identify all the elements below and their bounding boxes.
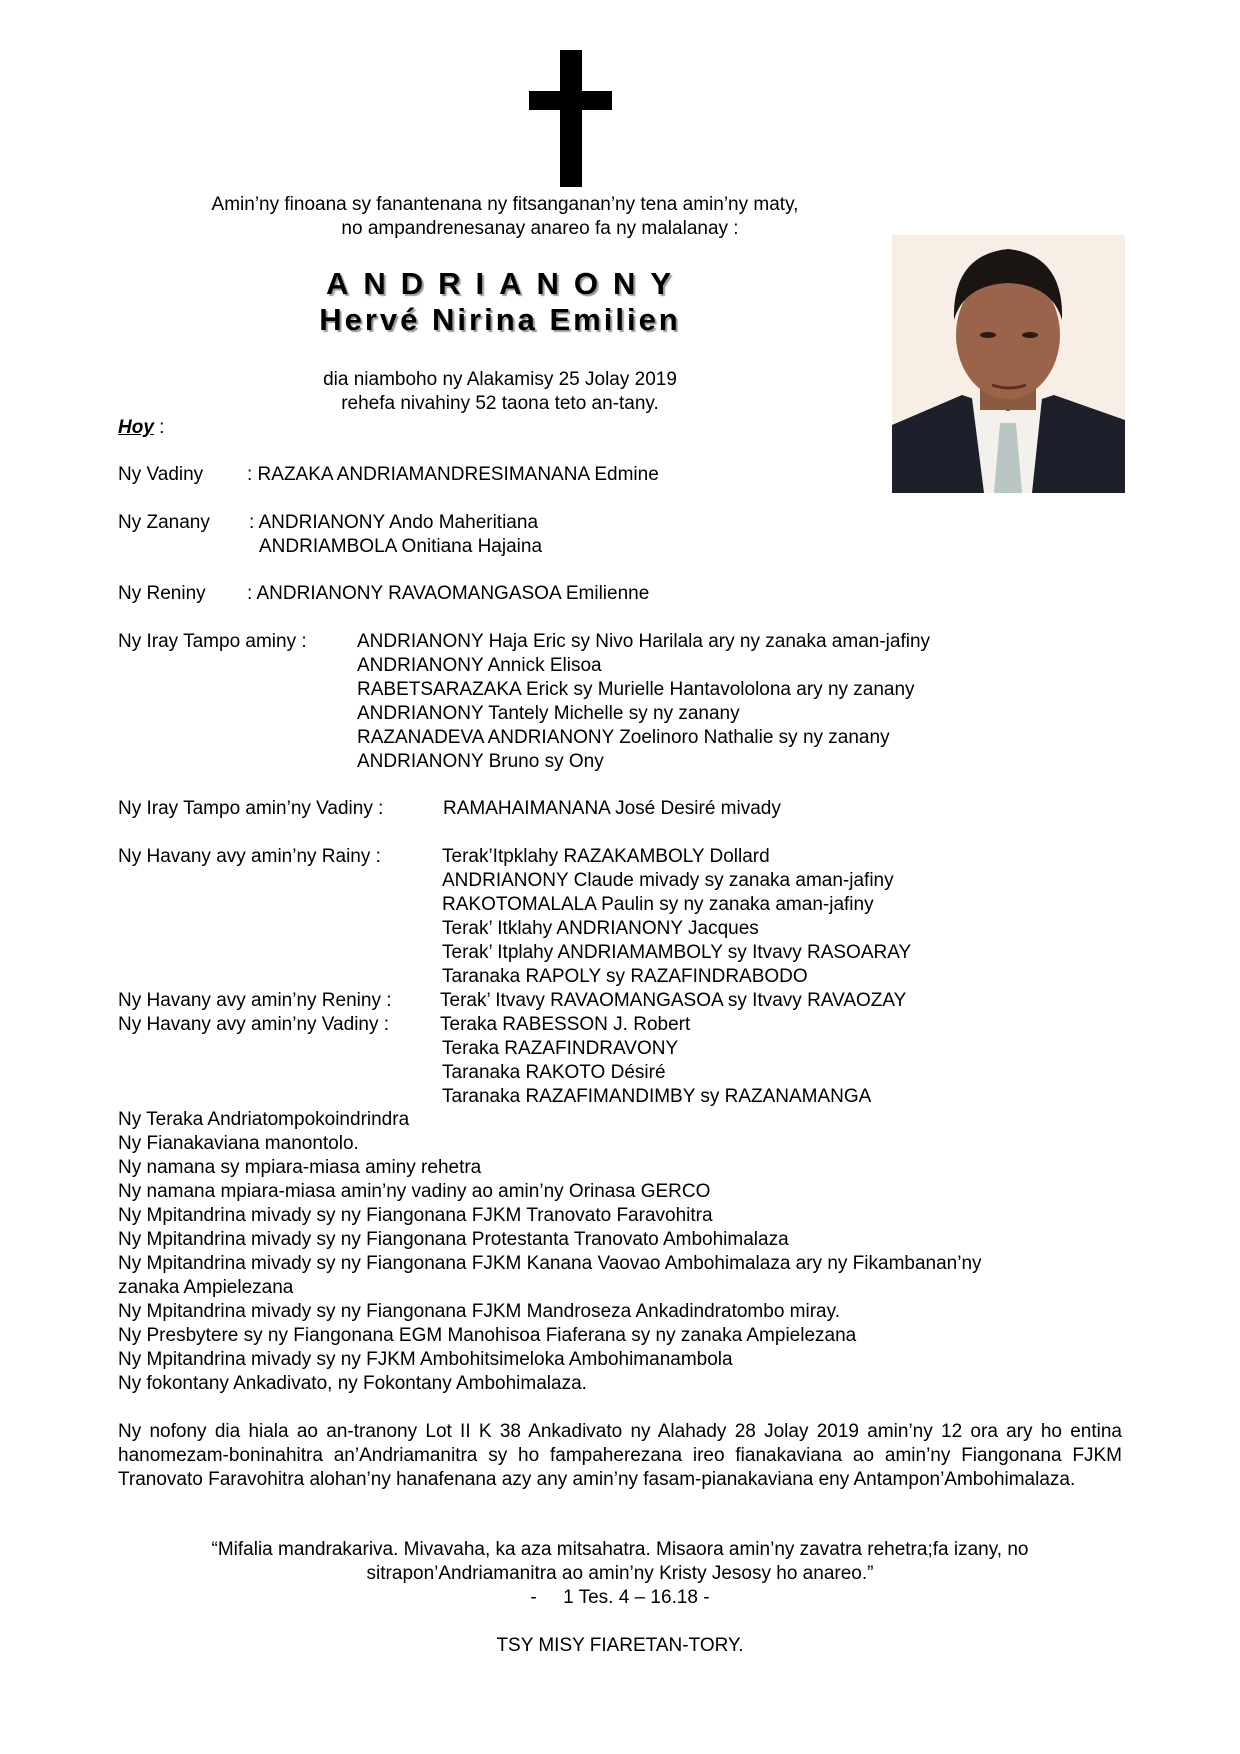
quote-line-2: sitrapon’Andriamanitra ao amin’ny Kristy Jesosy ho anareo.” xyxy=(366,1563,874,1584)
others-list xyxy=(118,1108,982,1396)
family-value: RAMAHAIMANANA José Desiré mivady xyxy=(443,798,781,819)
family-value: Terak’Itpklahy RAZAKAMBOLY Dollard xyxy=(442,846,770,867)
death-info xyxy=(250,368,750,416)
age-line: rehefa nivahiny 52 taona teto an-tany. xyxy=(341,393,659,414)
from-label: Hoy xyxy=(118,417,154,438)
family-value: : ANDRIANONY RAVAOMANGASOA Emilienne xyxy=(247,583,650,604)
family-value: Taranaka RAPOLY sy RAZAFINDRABODO xyxy=(442,966,808,987)
bible-quote xyxy=(150,1538,1090,1586)
family-label-paternal-relatives: Ny Havany avy amin’ny Rainy : xyxy=(118,846,381,867)
family-value: : ANDRIANONY Ando Maheritiana xyxy=(249,512,539,533)
list-item: Ny Mpitandrina mivady sy ny Fiangonana FJKM Tranovato Faravohitra xyxy=(118,1205,713,1226)
family-value: Terak’ Itplahy ANDRIAMAMBOLY sy Itvavy RASOARAY xyxy=(442,942,912,963)
family-value: ANDRIANONY Tantely Michelle sy ny zanany xyxy=(357,703,740,724)
portrait-illustration xyxy=(892,235,1125,493)
list-item: Ny Teraka Andriatompokoindrindra xyxy=(118,1109,410,1130)
portrait-photo xyxy=(892,235,1125,493)
family-value: ANDRIANONY Claude mivady sy zanaka aman-jafiny xyxy=(442,870,894,891)
family-value: Teraka RAZAFINDRAVONY xyxy=(442,1038,679,1059)
family-value: : RAZAKA ANDRIAMANDRESIMANANA Edmine xyxy=(247,464,659,485)
family-label-spouse-relatives: Ny Havany avy amin’ny Vadiny : xyxy=(118,1014,390,1035)
family-label-spouse: Ny Vadiny xyxy=(118,464,204,485)
family-value: ANDRIAMBOLA Onitiana Hajaina xyxy=(259,536,543,557)
list-item: Ny Mpitandrina mivady sy ny Fiangonana FJKM Mandroseza Ankadindratombo miray. xyxy=(118,1301,840,1322)
family-label-siblings: Ny Iray Tampo aminy : xyxy=(118,631,307,652)
list-item: Ny Fianakaviana manontolo. xyxy=(118,1133,359,1154)
family-label-children: Ny Zanany xyxy=(118,512,210,533)
list-item: Ny Mpitandrina mivady sy ny Fiangonana FJKM Kanana Vaovao Ambohimalaza ary ny Fikambanan’ny xyxy=(118,1253,982,1274)
family-value: ANDRIANONY Haja Eric sy Nivo Harilala ary ny zanaka aman-jafiny xyxy=(357,631,931,652)
intro-line-2: no ampandrenesanay anareo fa ny malalanay : xyxy=(341,218,739,239)
list-item: Ny fokontany Ankadivato, ny Fokontany Ambohimalaza. xyxy=(118,1373,587,1394)
funeral-details: Ny nofony dia hiala ao an-tranony Lot II K 38 Ankadivato ny Alahady 28 Jolay 2019 amin’ny 12 ora ary ho entina hanomezam-boninahitra an’Andriamanitra sy ho fampaherezana ireo fianakaviana ao amin’ny Fiangonana FJKM Tranovato Faravohitra alohan’ny hanafenana azy any amin’ny fasam-pianakaviana eny Antampon’Ambohimalaza. xyxy=(118,1421,1122,1490)
cross-horizontal-bar xyxy=(529,91,612,110)
deceased-given-names: Hervé Nirina Emilien xyxy=(319,302,681,337)
from-heading xyxy=(118,416,164,440)
family-value: Terak’ Itklahy ANDRIANONY Jacques xyxy=(442,918,759,939)
family-value: RABETSARAZAKA Erick sy Murielle Hantavololona ary ny zanany xyxy=(357,679,915,700)
family-value: Taranaka RAKOTO Désiré xyxy=(442,1062,666,1083)
list-item: zanaka Ampielezana xyxy=(118,1277,294,1298)
family-value: RAKOTOMALALA Paulin sy ny zanaka aman-jafiny xyxy=(442,894,874,915)
death-date-line: dia niamboho ny Alakamisy 25 Jolay 2019 xyxy=(323,369,677,390)
cross-vertical-bar xyxy=(560,50,582,187)
family-label-mother: Ny Reniny xyxy=(118,583,206,604)
intro-line-1: Amin’ny finoana sy fanantenana ny fitsanganan’ny tena amin’ny maty, xyxy=(211,194,799,215)
family-value: ANDRIANONY Bruno sy Ony xyxy=(357,751,604,772)
quote-line-1: “Mifalia mandrakariva. Mivavaha, ka aza mitsahatra. Misaora amin’ny zavatra rehetra;fa izany, no xyxy=(211,1539,1029,1560)
list-item: Ny Mpitandrina mivady sy ny FJKM Ambohitsimeloka Ambohimanambola xyxy=(118,1349,733,1370)
list-item: Ny Mpitandrina mivady sy ny Fiangonana Protestanta Tranovato Ambohimalaza xyxy=(118,1229,789,1250)
list-item: Ny namana sy mpiara-miasa aminy rehetra xyxy=(118,1157,482,1178)
deceased-surname: ANDRIANONY xyxy=(325,266,687,301)
family-value: Taranaka RAZAFIMANDIMBY sy RAZANAMANGA xyxy=(442,1086,872,1107)
bible-reference: - 1 Tes. 4 – 16.18 - xyxy=(530,1587,710,1608)
from-suffix: : xyxy=(153,417,165,438)
list-item: Ny Presbytere sy ny Fiangonana EGM Manohisoa Fiaferana sy ny zanaka Ampielezana xyxy=(118,1325,857,1346)
family-value: Terak’ Itvavy RAVAOMANGASOA sy Itvavy RAVAOZAY xyxy=(440,990,907,1011)
family-value: ANDRIANONY Annick Elisoa xyxy=(357,655,602,676)
family-value: Teraka RABESSON J. Robert xyxy=(440,1014,691,1035)
list-item: Ny namana mpiara-miasa amin’ny vadiny ao amin’ny Orinasa GERCO xyxy=(118,1181,711,1202)
family-label-maternal-relatives: Ny Havany avy amin’ny Reniny : xyxy=(118,990,392,1011)
family-label-spouse-siblings: Ny Iray Tampo amin’ny Vadiny : xyxy=(118,798,384,819)
intro xyxy=(0,193,1010,241)
footer-notice: TSY MISY FIARETAN-TORY. xyxy=(496,1635,744,1656)
family-value: RAZANADEVA ANDRIANONY Zoelinoro Nathalie sy ny zanany xyxy=(357,727,890,748)
